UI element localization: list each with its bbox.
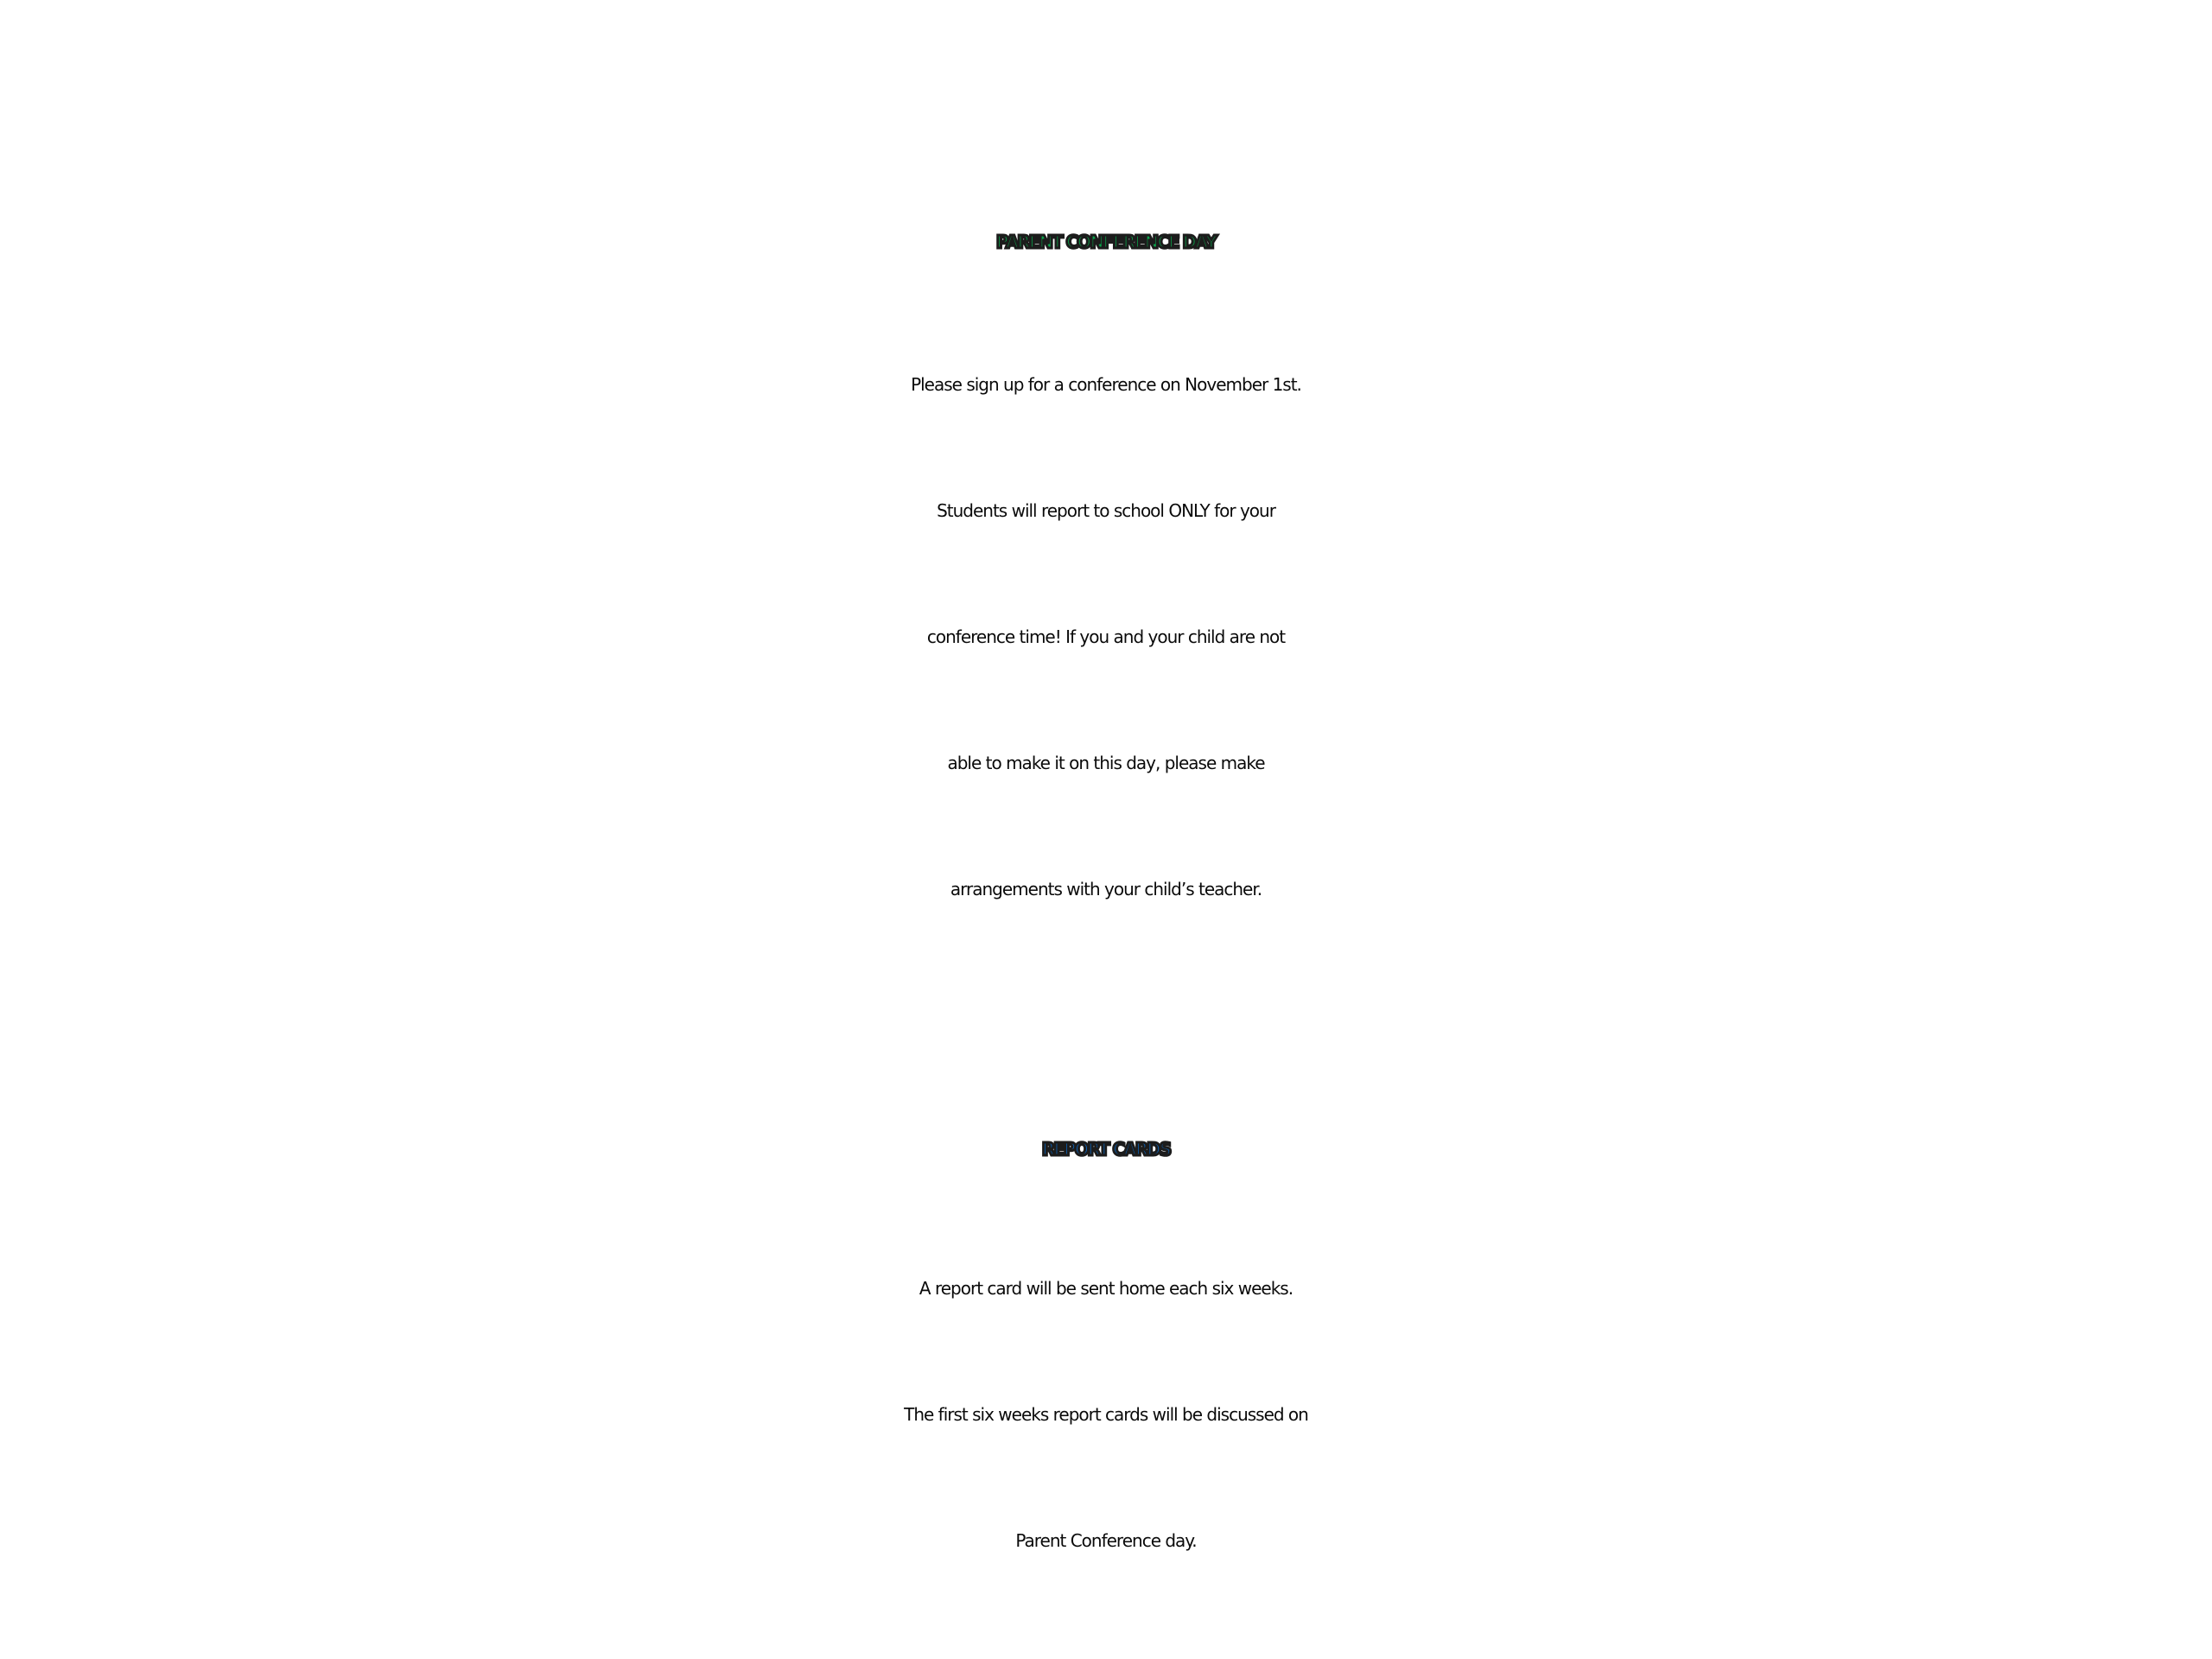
conference-line: conference time! If you and your child are not	[926, 626, 1286, 647]
report-cards-paragraph	[0, 1225, 2212, 1604]
report-cards-line: The first six weeks report cards will be discussed on	[904, 1404, 1308, 1425]
conference-heading: PARENT CONFERENCE DAY	[995, 232, 1217, 252]
conference-paragraph	[0, 321, 2212, 952]
conference-line: arrangements with your child’s teacher.	[950, 879, 1262, 899]
report-cards-line: Parent Conference day.	[1015, 1530, 1197, 1551]
conference-line: able to make it on this day, please make	[947, 753, 1265, 773]
report-cards-heading: REPORT CARDS	[1041, 1139, 1171, 1160]
report-cards-line: A report card will be sent home each six weeks.	[918, 1278, 1294, 1299]
conference-line: Students will report to school ONLY for your	[937, 500, 1275, 521]
conference-line: Please sign up for a conference on November 1st.	[911, 374, 1301, 395]
